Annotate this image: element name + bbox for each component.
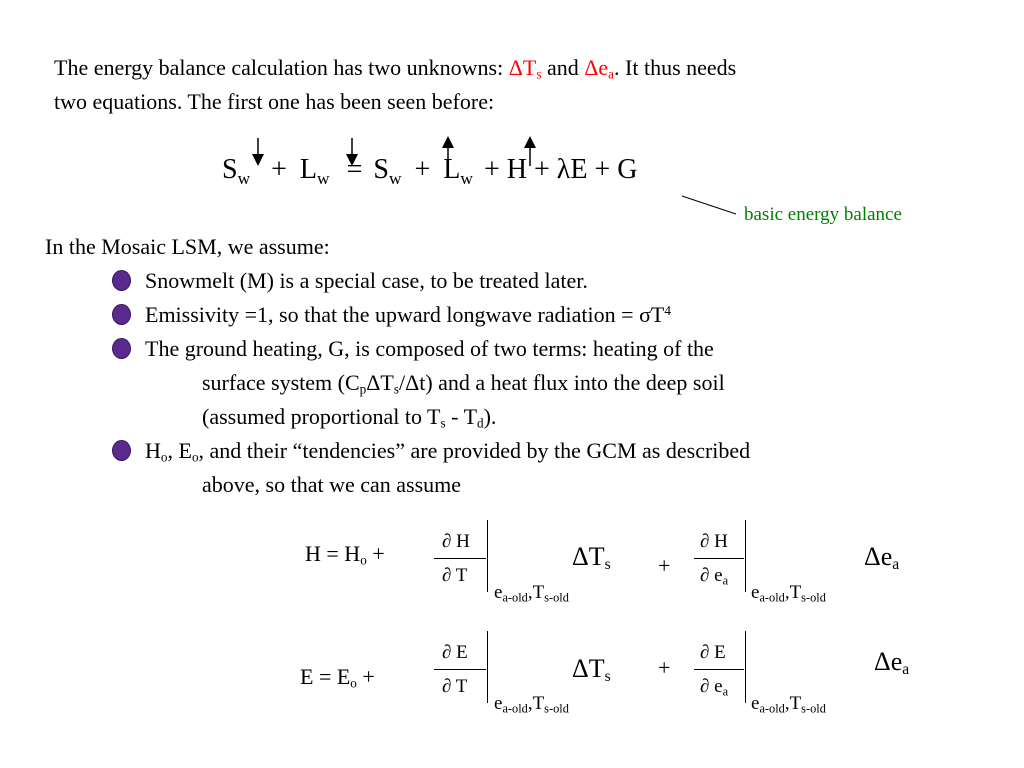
evaluation-bar [487,520,488,592]
energy-balance-equation: $S_w + L_w = S_w + L_w + H + \lambda E + G$ [222,154,638,189]
evaluated-at-label: $e_{a-old},T_{s-old}$ [494,582,569,605]
plus-sign: + [658,655,671,680]
annotation-pointer [680,194,740,218]
fraction-bar [694,558,744,559]
delta-ts: $\Delta T_s$ [508,55,542,82]
intro-line-2: two equations. The first one has been seen before: [54,89,495,114]
dH-dea-denominator: ∂ $e_a$ [700,565,729,588]
evaluation-bar [745,631,746,703]
dH-dT-numerator: ∂ H [442,531,470,552]
evaluated-at-label: $e_{a-old},T_{s-old}$ [751,693,826,716]
dE-dea-denominator: ∂ $e_a$ [700,676,729,699]
dE-dea-numerator: ∂ E [700,642,726,663]
bullet-1: Snowmelt (M) is a special case, to be treated later. [145,268,588,293]
evaluated-at-label: $e_{a-old},T_{s-old}$ [751,582,826,605]
delta-ts-term: $\Delta T_s$ [572,542,611,573]
delta-ea-term: $\Delta e_a$ [874,647,910,678]
evaluation-bar [745,520,746,592]
bullet-3-line-2: surface system $(C_p\Delta T_s/\Delta t)$ and a heat flux into the deep soil [202,370,725,397]
bullet-3-line-1: The ground heating, G, is composed of two terms: heating of the [145,336,714,361]
bullet-4-line-1: $H_o$, $E_o$, and their “tendencies” are provided by the GCM as described [145,438,751,465]
dE-dT-numerator: ∂ E [442,642,468,663]
evaluation-bar [487,631,488,703]
delta-ts-term: $\Delta T_s$ [572,654,611,685]
intro-line-1: The energy balance calculation has two unknowns: $\Delta T_s$ and $\Delta e_a$. It thus needs [54,55,737,82]
bullet-icon [112,338,131,359]
dH-dea-numerator: ∂ H [700,531,728,552]
fraction-bar [434,558,486,559]
bullet-3-line-3: (assumed proportional to $T_s - T_d$). [202,404,497,431]
bullet-icon [112,440,131,461]
annotation-label: basic energy balance [744,204,902,225]
plus-sign: + [658,553,671,578]
bullet-4-line-2: above, so that we can assume [202,472,462,497]
delta-ea-term: $\Delta e_a$ [864,542,900,573]
delta-ea: $\Delta e_a$ [584,55,615,82]
fraction-bar [434,669,486,670]
intro-text: The energy balance calculation has two unknowns: [54,55,509,80]
evaluated-at-label: $e_{a-old},T_{s-old}$ [494,693,569,716]
bullet-2: Emissivity =1, so that the upward longwave radiation = $\sigma T^4$ [145,302,671,327]
e-equation-lhs: $E = E_o$ + [300,664,375,691]
dE-dT-denominator: ∂ T [442,676,468,697]
bullet-icon [112,270,131,291]
assumptions-heading: In the Mosaic LSM, we assume: [45,234,330,259]
direction-arrows [240,132,560,172]
h-equation-lhs: $H = H_o$ + [305,541,385,568]
dH-dT-denominator: ∂ T [442,565,468,586]
fraction-bar [694,669,744,670]
bullet-icon [112,304,131,325]
